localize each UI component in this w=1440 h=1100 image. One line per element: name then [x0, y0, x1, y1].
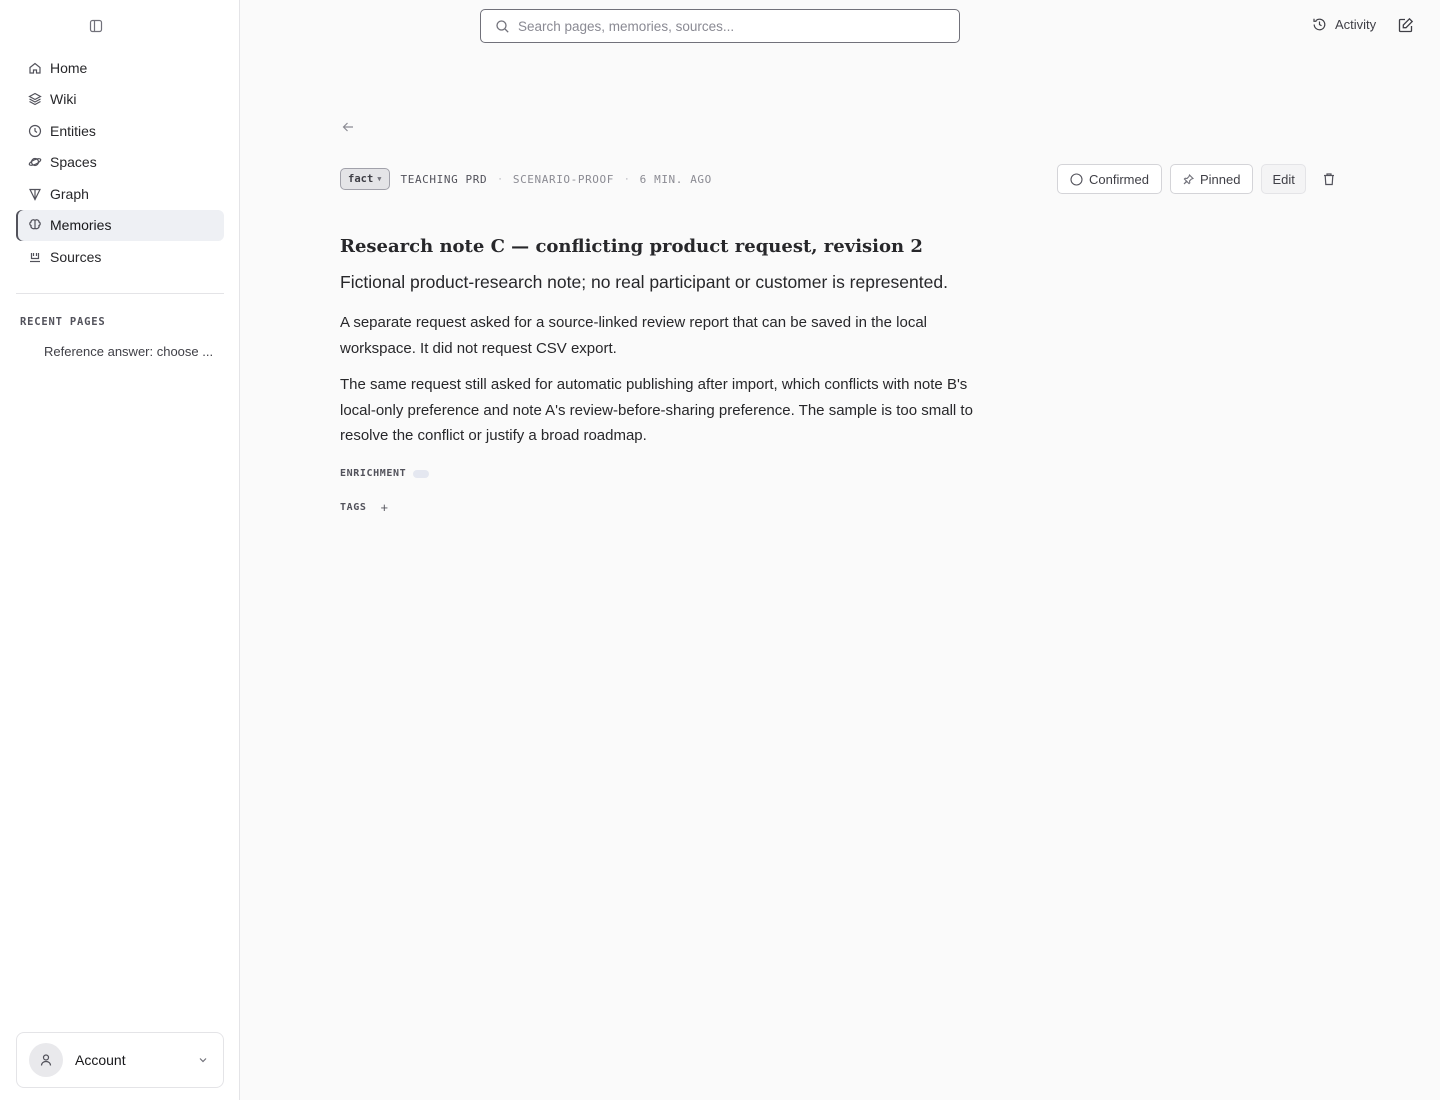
sidebar-item-label: Spaces — [50, 154, 97, 170]
sidebar-item-home[interactable] — [16, 52, 224, 83]
sidebar-toggle-icon[interactable] — [88, 18, 104, 34]
pin-icon — [1183, 174, 1194, 185]
search-input[interactable] — [518, 19, 938, 34]
home-icon — [28, 61, 42, 75]
chevron-down-icon — [197, 1054, 209, 1066]
pinned-label: Pinned — [1199, 171, 1241, 187]
tags-label: TAGS — [340, 502, 367, 513]
pinned-button[interactable] — [1170, 164, 1253, 194]
layers-icon — [28, 92, 42, 106]
activity-button[interactable] — [1312, 17, 1376, 32]
sidebar-item-label: Sources — [50, 248, 102, 265]
sidebar-divider — [16, 293, 224, 294]
meta-separator: · — [624, 173, 629, 185]
clock-icon — [28, 124, 42, 138]
search-icon — [495, 19, 510, 34]
edit-label: Edit — [1272, 171, 1295, 187]
memory-type-label: fact — [348, 173, 374, 185]
memory-type-dropdown[interactable] — [340, 168, 390, 190]
recent-pages-heading: RECENT PAGES — [20, 316, 106, 328]
trash-icon[interactable] — [1322, 172, 1336, 186]
enrichment-status-pill — [413, 470, 429, 478]
search-bar[interactable] — [480, 9, 960, 43]
memory-paragraph: A separate request asked for a source-linked review report that can be saved in the local workspace. It did not request CSV export. — [340, 314, 927, 357]
edit-button[interactable] — [1261, 164, 1305, 194]
memory-subtitle: Fictional product-research note; no real participant or customer is represented. — [340, 272, 948, 292]
orbit-icon — [28, 155, 42, 169]
enrichment-label: ENRICHMENT — [340, 468, 407, 479]
memory-meta — [340, 168, 712, 190]
memory-space[interactable]: TEACHING PRD — [400, 172, 488, 186]
user-icon — [39, 1053, 53, 1067]
sidebar-item-label: Entities — [50, 122, 96, 139]
brain-icon — [28, 218, 42, 232]
confirmed-button[interactable] — [1057, 164, 1162, 194]
sidebar-item-entities[interactable] — [16, 115, 224, 146]
activity-label: Activity — [1335, 17, 1377, 32]
graph-icon — [28, 187, 42, 201]
memory-paragraph: The same request still asked for automatic publishing after import, which conflicts with note B's local-only preference and note A's review-before-sharing preference. The sample is too small to resolve the conflict or justify a broad roadmap. — [340, 376, 973, 444]
meta-separator: · — [498, 173, 502, 185]
sidebar-nav — [16, 52, 224, 273]
sidebar-item-spaces[interactable] — [16, 147, 224, 178]
memory-timestamp: 6 MIN. AGO — [639, 172, 712, 186]
sidebar — [0, 0, 240, 1100]
avatar — [29, 1043, 63, 1077]
inbox-icon — [28, 250, 42, 264]
caret-down-icon: ▼ — [377, 175, 382, 183]
sidebar-item-label: Memories — [50, 217, 112, 233]
circle-icon — [1070, 173, 1083, 186]
account-menu[interactable] — [16, 1032, 224, 1088]
sidebar-item-label: Wiki — [50, 91, 77, 107]
memory-actions — [1057, 164, 1336, 194]
tags-section — [340, 500, 388, 515]
memory-scenario-tag: SCENARIO-PROOF — [512, 172, 614, 186]
enrichment-section — [340, 468, 429, 479]
add-tag-button[interactable]: + — [380, 500, 389, 515]
memory-title: Research note C — conflicting product request, revision 2 — [340, 236, 923, 257]
sidebar-item-graph[interactable] — [16, 178, 224, 209]
sidebar-item-memories[interactable] — [16, 210, 224, 241]
sidebar-item-label: Home — [50, 59, 88, 76]
sidebar-item-sources[interactable] — [16, 241, 224, 272]
sidebar-item-wiki[interactable] — [16, 84, 224, 115]
confirmed-label: Confirmed — [1089, 171, 1149, 187]
back-arrow-icon[interactable] — [341, 120, 355, 134]
recent-page-item[interactable]: Reference answer: choose ... — [44, 344, 214, 359]
account-label: Account — [75, 1052, 126, 1068]
history-icon — [1312, 17, 1327, 32]
sidebar-item-label: Graph — [50, 185, 89, 202]
compose-icon[interactable] — [1397, 17, 1414, 34]
